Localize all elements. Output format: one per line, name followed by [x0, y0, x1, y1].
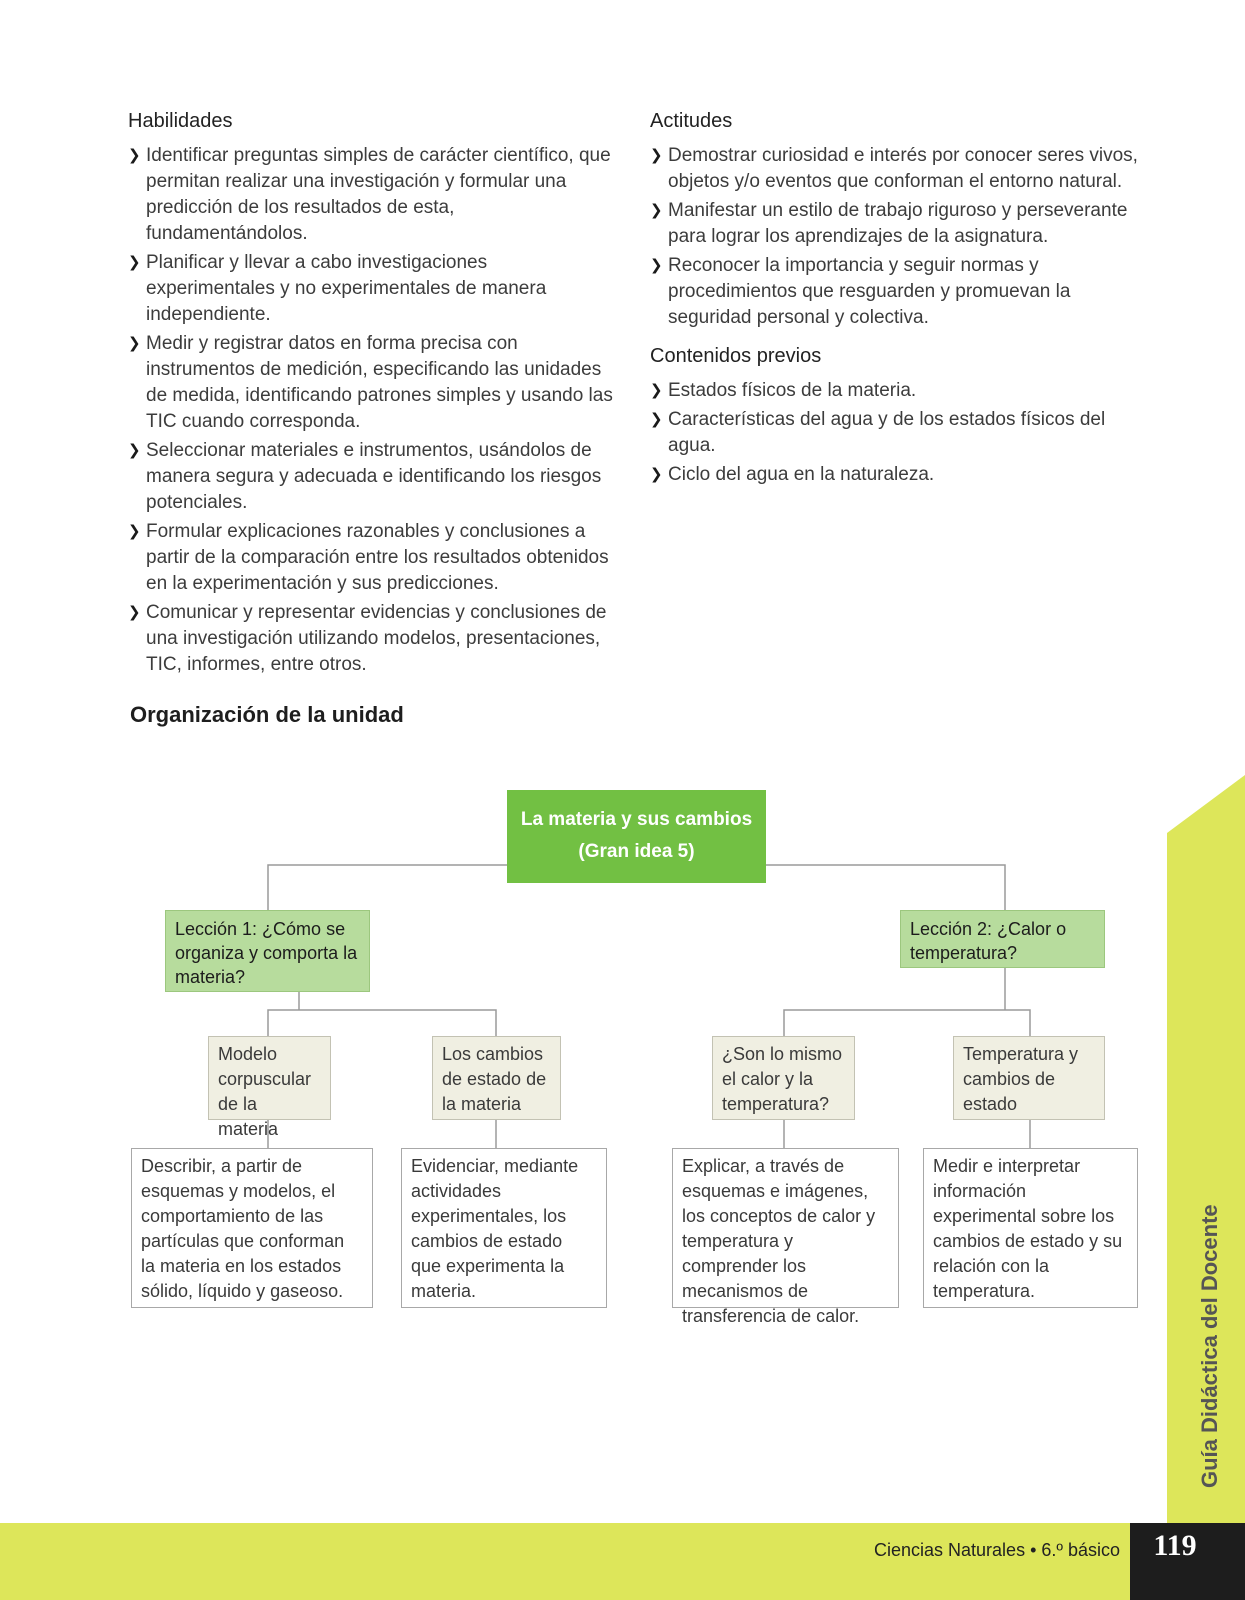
list-item: ❯ Identificar preguntas simples de carácter científico, que permitan realizar una investigación y formular una predicción de los resultados de esta, fundamentándolos.: [128, 143, 618, 247]
description-node: Describir, a partir de esquemas y modelos, el comportamiento de las partículas que conforman la materia en los estados sólido, líquido y gaseoso.: [131, 1148, 373, 1308]
description-node: Medir e interpretar información experimental sobre los cambios de estado y su relación con la temperatura.: [923, 1148, 1138, 1308]
list-item: ❯ Demostrar curiosidad e interés por conocer seres vivos, objetos y/o eventos que conforman el entorno natural.: [650, 143, 1140, 195]
list-item: ❯ Manifestar un estilo de trabajo riguroso y perseverante para lograr los aprendizajes de la asignatura.: [650, 198, 1140, 250]
root-subtitle: (Gran idea 5): [578, 841, 695, 862]
actitudes-heading: Actitudes: [650, 110, 733, 132]
sidebar-triangle: [1167, 775, 1245, 833]
topic-node: Los cambios de estado de la materia: [432, 1036, 561, 1120]
habilidades-heading: Habilidades: [128, 110, 233, 132]
footer-label: Ciencias Naturales • 6.º básico: [874, 1540, 1120, 1560]
list-item: ❯ Estados físicos de la materia.: [650, 378, 1140, 404]
list-item: ❯ Ciclo del agua en la naturaleza.: [650, 462, 1140, 488]
description-node: Evidenciar, mediante actividades experimentales, los cambios de estado que experimenta la materia.: [401, 1148, 607, 1308]
sidebar-label: Guía Didáctica del Docente: [1197, 1204, 1222, 1488]
list-item: ❯ Comunicar y representar evidencias y conclusiones de una investigación utilizando modelos, presentaciones, TIC, informes, entre otros.: [128, 600, 618, 678]
topic-node: Modelo corpuscular de la materia: [208, 1036, 331, 1120]
page-number: 119: [1153, 1529, 1197, 1562]
connector-root-lesson2: [766, 865, 1005, 910]
lesson-1-node: Lección 1: ¿Cómo se organiza y comporta la materia?: [165, 910, 370, 992]
description-node: Explicar, a través de esquemas e imágenes, los conceptos de calor y temperatura y comprender los mecanismos de transferencia de calor.: [672, 1148, 899, 1308]
root-title: La materia y sus cambios: [520, 809, 753, 830]
connector-root-lesson1: [268, 865, 507, 910]
organizacion-title: Organización de la unidad: [130, 702, 404, 727]
root-node: [507, 790, 766, 883]
connector-lesson1-topics: [268, 1010, 496, 1036]
connector-lesson2-topics: [784, 1010, 1030, 1036]
lesson-2-node: Lección 2: ¿Calor o temperatura?: [900, 910, 1105, 968]
list-item: ❯ Características del agua y de los estados físicos del agua.: [650, 407, 1140, 459]
list-item: ❯ Medir y registrar datos en forma precisa con instrumentos de medición, especificando las unidades de medida, identificando patrones simples y usando las TIC cuando corresponda.: [128, 331, 618, 435]
list-item: ❯ Planificar y llevar a cabo investigaciones experimentales y no experimentales de manera independiente.: [128, 250, 618, 328]
list-item: ❯ Formular explicaciones razonables y conclusiones a partir de la comparación entre los resultados obtenidos en la experimentación y sus predicciones.: [128, 519, 618, 597]
topic-node: ¿Son lo mismo el calor y la temperatura?: [712, 1036, 855, 1120]
list-item: ❯ Reconocer la importancia y seguir normas y procedimientos que resguarden y promuevan la seguridad personal y colectiva.: [650, 253, 1140, 331]
contenidos-heading: Contenidos previos: [650, 345, 822, 367]
list-item: ❯ Seleccionar materiales e instrumentos, usándolos de manera segura y adecuada e identificando los riesgos potenciales.: [128, 438, 618, 516]
topic-node: Temperatura y cambios de estado: [953, 1036, 1105, 1120]
